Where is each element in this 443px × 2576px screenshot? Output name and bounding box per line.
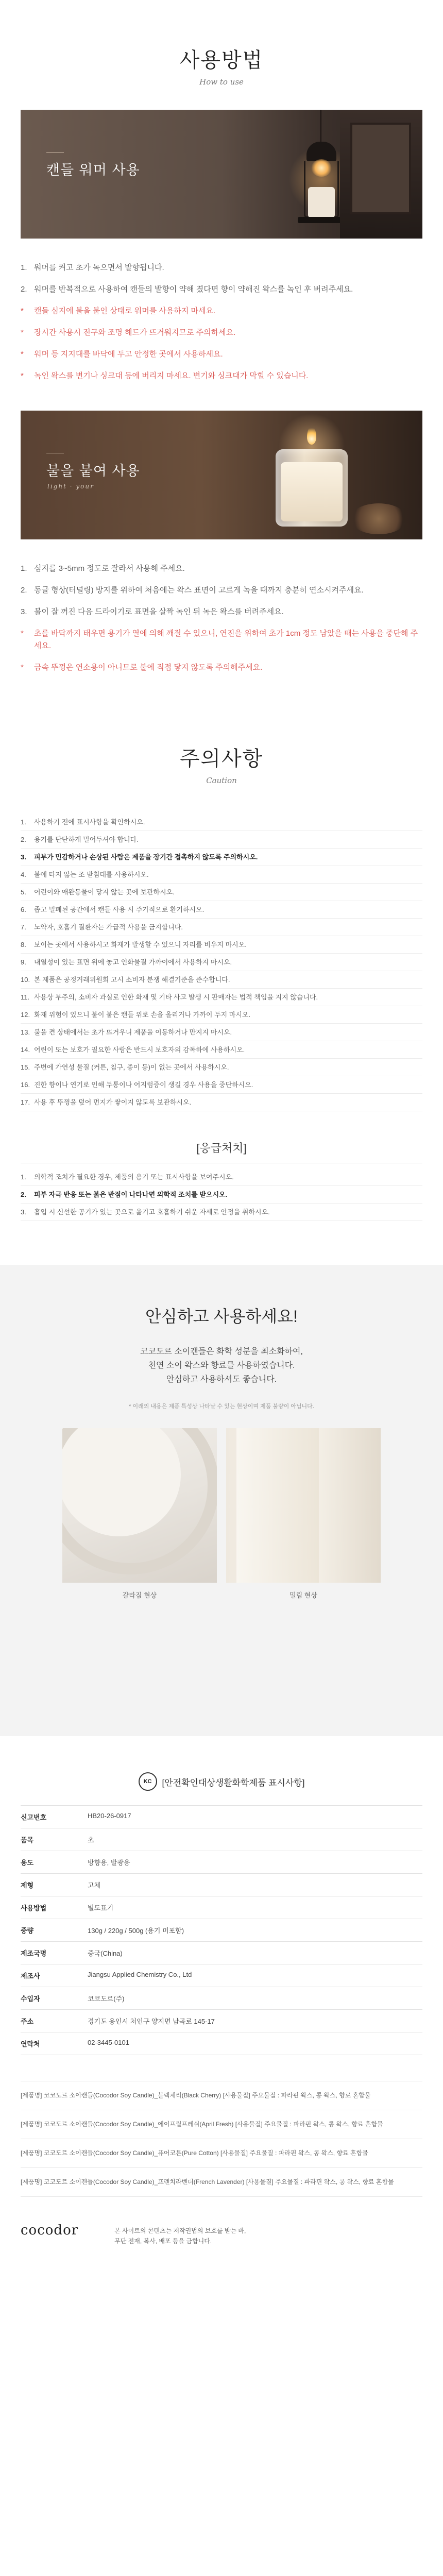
caution-list [21, 814, 422, 1111]
item-number: 2. [21, 586, 27, 595]
item-number: * [21, 663, 24, 672]
spec-key: 주소 [21, 2010, 88, 2032]
list-item [21, 989, 422, 1006]
item-number: 16. [21, 1081, 30, 1089]
item-text: 심지를 3~5mm 정도로 잘라서 사용해 주세요. [34, 564, 185, 573]
item-text: 좁고 밀폐된 공간에서 캔들 사용 시 주기적으로 환기하시오. [34, 906, 205, 913]
footer [0, 2223, 443, 2290]
item-text: 본 제품은 공정거래위원회 고시 소비자 분쟁 해결기준을 준수합니다. [34, 976, 230, 984]
lit-candle-jar-icon [263, 421, 361, 529]
emergency-list [21, 1168, 422, 1221]
list-item [21, 662, 422, 674]
item-text: 금속 뚜껑은 연소용이 아니므로 불에 직접 닿지 않도록 주의해주세요. [34, 663, 263, 672]
spec-value: HB20-26-0917 [88, 1806, 422, 1828]
caution-title: 주의사항 [179, 747, 264, 771]
list-item [21, 901, 422, 919]
spec-value: Jiangsu Applied Chemistry Co., Ltd [88, 1964, 422, 1987]
usage-heading [0, 44, 443, 87]
emergency-title: [응급처치] [21, 1140, 422, 1163]
ingredient-blocks [21, 2081, 422, 2197]
list-item [21, 1006, 422, 1024]
item-text: 사용 후 뚜껑을 덮어 먼지가 쌓이지 않도록 보관하시오. [34, 1098, 192, 1106]
usage-title: 사용방법 [179, 48, 264, 72]
item-text: 녹인 왁스를 변기나 싱크대 등에 버리지 마세요. 변기와 싱크대가 막힐 수 있습니다. [34, 371, 309, 380]
safety-mark-icon: KC [139, 1772, 157, 1791]
item-text: 어린이 또는 보호가 필요한 사람은 반드시 보호자의 감독하에 사용하시오. [34, 1046, 245, 1054]
list-item [21, 283, 422, 296]
info-title: [안전확인대상생활화학제품 표시사항] [162, 1777, 305, 1788]
safe-use-section [0, 1265, 443, 1736]
warmer-instructions [21, 262, 422, 382]
caution-heading [0, 742, 443, 785]
list-item [21, 1204, 422, 1221]
copyright-line: 무단 전재, 복사, 배포 등을 금합니다. [114, 2238, 212, 2245]
item-text: 동글 형상(터널링) 방지를 위하여 처음에는 왁스 표면이 고르게 녹을 때까지 충분히 연소시켜주세요. [34, 586, 364, 595]
copyright-line: 본 사이트의 콘텐츠는 저작권법의 보호를 받는 바, [114, 2227, 246, 2234]
copyright [114, 2223, 246, 2246]
item-number: 8. [21, 941, 26, 948]
item-text: 노약자, 호흡기 질환자는 가급적 사용을 금지합니다. [34, 923, 183, 931]
spec-key: 제형 [21, 1874, 88, 1896]
spec-table [21, 1805, 422, 2055]
list-item [21, 370, 422, 382]
item-text: 내열성이 있는 표면 위에 놓고 인화물질 가까이에서 사용하지 마시오. [34, 958, 232, 966]
spec-key: 중량 [21, 1919, 88, 1942]
item-text: 불에 타지 않는 조 받침대를 사용하시오. [34, 871, 149, 878]
list-item [21, 563, 422, 575]
item-number: 3. [21, 853, 26, 861]
spec-value: 코코도르(주) [88, 1987, 422, 2010]
item-number: 6. [21, 906, 26, 913]
spec-key: 사용방법 [21, 1896, 88, 1919]
item-number: 7. [21, 923, 26, 931]
spec-row [21, 1828, 422, 1851]
ingredient-block: [제품명] 코코도르 소이캔들(Cocodor Soy Candle)_에이프릴프레쉬(April Fresh) [사용물질] 주요물질 : 파라핀 왁스, 콩 왁스, 향료 혼합물 [21, 2110, 422, 2139]
item-text: 초를 바닥까지 태우면 용기가 열에 의해 깨질 수 있으니, 연진을 위하여 초가 1cm 정도 남았을 때는 사용을 중단해 주세요. [34, 629, 418, 650]
item-text: 워머를 반복적으로 사용하여 캔들의 발향이 약해 졌다면 향이 약해진 왁스를 녹인 후 버려주세요. [34, 285, 353, 294]
banner-tagline: light · your [47, 483, 94, 490]
list-item [21, 305, 422, 317]
usage-section [0, 0, 443, 674]
list-item [21, 866, 422, 884]
item-text: 사용하기 전에 표시사항을 확인하시오. [34, 818, 145, 826]
item-text: 불이 잘 꺼진 다음 드라이기로 표면을 살짝 녹인 뒤 녹은 왁스를 버려주세요. [34, 607, 284, 616]
item-number: 1. [21, 818, 26, 826]
list-item [21, 606, 422, 618]
item-text: 워머 등 지지대를 바닥에 두고 안정한 곳에서 사용하세요. [34, 350, 223, 359]
spec-row [21, 2032, 422, 2055]
safe-note: * 이래의 내용은 제품 특성상 나타날 수 있는 현상이며 제품 불량이 아닙니다. [129, 1403, 314, 1410]
item-number: 2. [21, 836, 26, 843]
item-number: 4. [21, 871, 26, 878]
spec-row [21, 1806, 422, 1828]
item-number: 3. [21, 1208, 26, 1216]
item-text: 사용상 부주의, 소비자 과실로 인한 화재 및 기타 사고 발생 시 판매자는 법적 책임을 지지 않습니다. [34, 993, 318, 1001]
spec-row [21, 1851, 422, 1874]
spec-value: 중국(China) [88, 1942, 422, 1964]
item-number: 15. [21, 1063, 30, 1071]
list-item [21, 262, 422, 274]
spec-row [21, 1942, 422, 1964]
spec-row [21, 1874, 422, 1896]
item-number: * [21, 371, 24, 380]
spec-value: 고체 [88, 1874, 422, 1896]
spec-row [21, 1987, 422, 2010]
picture-frame-decor [340, 110, 422, 239]
cracking-photo [62, 1428, 217, 1583]
item-number: 5. [21, 888, 26, 896]
brand [21, 2223, 78, 2239]
list-item [21, 584, 422, 597]
burn-instructions [21, 563, 422, 674]
list-item [21, 348, 422, 361]
item-number: 2. [21, 1191, 26, 1198]
item-number: 13. [21, 1028, 30, 1036]
list-item [21, 1076, 422, 1094]
item-text: 흡입 시 신선한 공기가 있는 곳으로 옮기고 호흡하기 쉬운 자세로 안정을 취하시오. [34, 1208, 270, 1216]
item-text: 장시간 사용시 전구와 조명 헤드가 뜨거워지므로 주의하세요. [34, 328, 236, 337]
caution-section [0, 683, 443, 1221]
spec-key: 신고번호 [21, 1806, 88, 1828]
wax-photos [0, 1428, 443, 1583]
list-item [21, 1186, 422, 1204]
item-text: 의학적 조치가 필요한 경우, 제품의 용기 또는 표시사항을 보여주시오. [34, 1173, 234, 1181]
spec-row [21, 1896, 422, 1919]
ingredient-block: [제품명] 코코도르 소이캔들(Cocodor Soy Candle)_프렌치라벤더(French Lavender) [사용물질] 주요물질 : 파라핀 왁스, 콩 왁스, 향료 혼합물 [21, 2168, 422, 2197]
item-text: 불을 켠 상태에서는 초가 뜨거우니 제품을 이동하거나 만지지 마시오. [34, 1028, 232, 1036]
item-text: 용기를 단단하게 밀어두셔야 합니다. [34, 836, 139, 843]
item-number: * [21, 629, 24, 638]
banner-title: 불을 붙여 사용 [46, 463, 140, 479]
list-item [21, 1041, 422, 1059]
info-heading [0, 1772, 443, 1791]
spec-row [21, 1919, 422, 1942]
brand-logo: cocodor [21, 2223, 79, 2238]
item-number: 10. [21, 976, 30, 984]
list-item [21, 1168, 422, 1186]
item-number: 14. [21, 1046, 30, 1054]
item-number: 3. [21, 607, 27, 616]
spec-value: 초 [88, 1828, 422, 1851]
list-item [21, 884, 422, 901]
item-text: 피부가 민감하거나 손상된 사람은 제품을 장기간 접촉하지 않도록 주의하시오. [34, 853, 258, 861]
photo-captions [0, 1590, 443, 1600]
safe-body-line: 안심하고 사용하셔도 좋습니다. [166, 1375, 277, 1384]
spec-value: 경기도 용인시 처인구 양지면 남곡로 145-17 [88, 2010, 422, 2032]
item-text: 진한 향이나 연기로 인해 두통이나 어지럼증이 생길 경우 사용을 중단하시오. [34, 1081, 253, 1089]
item-text: 어린이와 애완동물이 닿지 않는 곳에 보관하시오. [34, 888, 175, 896]
spec-key: 제조사 [21, 1964, 88, 1987]
spec-row [21, 2010, 422, 2032]
list-item [21, 849, 422, 866]
item-number: * [21, 307, 24, 315]
list-item [21, 327, 422, 339]
list-item [21, 831, 422, 849]
spec-value: 02-3445-0101 [88, 2032, 422, 2055]
dried-flower-decor [350, 503, 407, 534]
usage-subtitle: How to use [199, 77, 244, 87]
spec-value: 130g / 220g / 500g (용기 미포함) [88, 1919, 422, 1942]
item-number: 17. [21, 1098, 30, 1106]
spec-key: 용도 [21, 1851, 88, 1874]
caption-sinking: 밀림 현상 [289, 1591, 317, 1599]
list-item [21, 954, 422, 971]
list-item [21, 1094, 422, 1111]
banner-title: 캔들 워머 사용 [46, 162, 140, 178]
caption-cracking: 갈라짐 현상 [122, 1591, 157, 1599]
item-text: 워머를 켜고 초가 녹으면서 발향됩니다. [34, 263, 164, 272]
spec-key: 제조국명 [21, 1942, 88, 1964]
item-text: 보이는 곳에서 사용하시고 화재가 발생할 수 있으니 자리를 비우지 마시오. [34, 941, 247, 948]
item-number: * [21, 328, 24, 337]
item-text: 캔들 심지에 불을 붙인 상태로 워머를 사용하지 마세요. [34, 307, 216, 315]
item-number: 9. [21, 958, 26, 966]
safe-body [0, 1345, 443, 1386]
spec-key: 수입자 [21, 1987, 88, 2010]
spec-row [21, 1964, 422, 1987]
list-item [21, 1059, 422, 1076]
list-item [21, 628, 422, 652]
ingredient-block: [제품명] 코코도르 소이캔들(Cocodor Soy Candle)_퓨어코튼(Pure Cotton) [사용물질] 주요물질 : 파라핀 왁스, 콩 왁스, 향료 혼합물 [21, 2139, 422, 2168]
item-text: 화재 위험이 있으니 불이 붙은 캔들 위로 손을 올리거나 가까이 두지 마시오. [34, 1011, 251, 1019]
safe-body-line: 천연 소이 왁스와 향료를 사용하였습니다. [148, 1361, 295, 1370]
list-item [21, 1024, 422, 1041]
item-text: 주변에 가연성 물질 (커튼, 침구, 종이 등)이 없는 곳에서 사용하시오. [34, 1063, 229, 1071]
spec-value: 별도표기 [88, 1896, 422, 1919]
candle-warmer-banner [21, 110, 422, 239]
caution-subtitle: Caution [206, 776, 237, 785]
item-number: 12. [21, 1011, 30, 1019]
safe-body-line: 코코도르 소이캔들은 화학 성분을 최소화하여, [140, 1347, 303, 1356]
item-number: 2. [21, 285, 27, 294]
item-number: 1. [21, 263, 27, 272]
burn-candle-banner [21, 411, 422, 539]
spec-key: 품목 [21, 1828, 88, 1851]
list-item [21, 936, 422, 954]
spec-value: 방향용, 발광용 [88, 1851, 422, 1874]
item-number: 1. [21, 1173, 26, 1181]
item-text: 피부 자극 반응 또는 붉은 반점이 나타나면 의학적 조치를 받으시오. [34, 1191, 228, 1198]
item-number: * [21, 350, 24, 359]
safe-title: 안심하고 사용하세요! [145, 1307, 298, 1326]
item-number: 1. [21, 564, 27, 573]
ingredient-block: [제품명] 코코도르 소이캔들(Cocodor Soy Candle)_블랙체리(Black Cherry) [사용물질] 주요물질 : 파라핀 왁스, 콩 왁스, 향료 혼합물 [21, 2081, 422, 2110]
sinking-photo [226, 1428, 381, 1583]
spec-key: 연락처 [21, 2032, 88, 2055]
list-item [21, 971, 422, 989]
list-item [21, 814, 422, 831]
product-info-section [0, 1736, 443, 2197]
emergency-section [21, 1140, 422, 1221]
item-number: 11. [21, 993, 30, 1001]
list-item [21, 919, 422, 936]
